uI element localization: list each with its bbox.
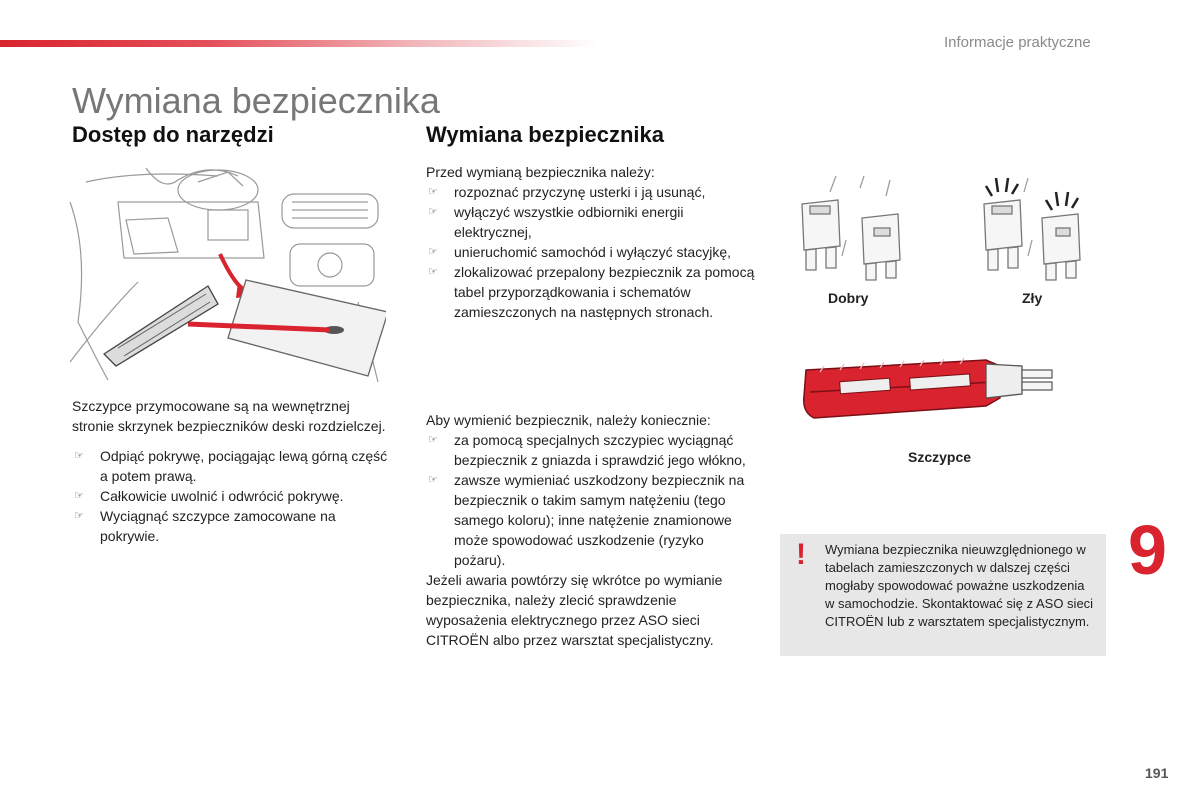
bad-fuse-illustration xyxy=(970,170,1090,282)
left-intro: Szczypce przymocowane są na wewnętrznej stronie skrzynek bezpieczników deski rozdzielczej. xyxy=(72,398,386,434)
middle-heading: Wymiana bezpiecznika xyxy=(426,122,665,147)
pointing-hand-icon: ☞ xyxy=(428,246,438,258)
list-item: ☞ zawsze wymieniać uszkodzony bezpiecznik na bezpiecznik o takim samym natężeniu (tego samego koloru); inne natężenie znamionowe może spowodować uszkodzenie (ryzyko pożaru). xyxy=(428,472,745,568)
warning-text: Wymiana bezpiecznika nieuwzględnionego w tabelach zamieszczonych w dalszej części mogłaby spowodować poważne uszkodzenia w samochodzie. Skontaktować się z ASO sieci CITROËN lub z warsztatem specjalistycznym. xyxy=(825,542,1094,629)
list-item: ☞ Wyciągnąć szczypce zamocowane na pokrywie. xyxy=(74,508,336,544)
page-number: 191 xyxy=(1145,765,1169,781)
pliers-label: Szczypce xyxy=(908,449,972,465)
pointing-hand-icon: ☞ xyxy=(74,490,84,502)
header-accent-bar xyxy=(0,40,600,47)
list-item: ☞ wyłączyć wszystkie odbiorniki energii elektrycznej, xyxy=(428,204,684,240)
exclamation-icon: ! xyxy=(796,538,806,571)
good-fuse-illustration xyxy=(790,170,910,282)
pointing-hand-icon: ☞ xyxy=(428,434,438,446)
list-item: ☞ rozpoznać przyczynę usterki i ją usunąć, xyxy=(428,184,706,200)
left-steps-list xyxy=(72,446,390,546)
list-item: ☞ unieruchomić samochód i wyłączyć stacyjkę, xyxy=(428,244,731,260)
must-intro: Aby wymienić bezpiecznik, należy koniecznie: xyxy=(426,412,711,428)
warning-callout xyxy=(780,534,1106,656)
fuse-pliers-illustration xyxy=(800,352,1060,432)
list-item: ☞ za pomocą specjalnych szczypiec wyciągnąć bezpiecznik z gniazda i sprawdzić jego włókno, xyxy=(428,432,746,468)
must-list xyxy=(426,430,756,570)
pointing-hand-icon: ☞ xyxy=(428,206,438,218)
pointing-hand-icon: ☞ xyxy=(74,450,84,462)
before-list xyxy=(426,182,756,322)
left-heading: Dostęp do narzędzi xyxy=(72,122,274,147)
page-title: Wymiana bezpiecznika xyxy=(72,80,440,121)
list-item: ☞ Całkowicie uwolnić i odwrócić pokrywę. xyxy=(74,488,344,504)
pointing-hand-icon: ☞ xyxy=(428,474,438,486)
chapter-number: 9 xyxy=(1128,511,1167,589)
pointing-hand-icon: ☞ xyxy=(428,266,438,278)
bad-fuse-label: Zły xyxy=(1022,290,1043,306)
good-fuse-label: Dobry xyxy=(828,290,869,306)
pointing-hand-icon: ☞ xyxy=(428,186,438,198)
fusebox-cover-illustration xyxy=(68,162,386,386)
before-intro: Przed wymianą bezpiecznika należy: xyxy=(426,164,655,180)
pointing-hand-icon: ☞ xyxy=(74,510,84,522)
list-item: ☞ zlokalizować przepalony bezpiecznik za pomocą tabel przyporządkowania i schematów zamieszczonych na następnych stronach. xyxy=(428,264,755,320)
section-name: Informacje praktyczne xyxy=(944,34,1091,51)
closing-paragraph: Jeżeli awaria powtórzy się wkrótce po wymianie bezpiecznika, należy zlecić sprawdzenie wyposażenia elektrycznego przez ASO sieci CITROËN albo przez warsztat specjalistyczny. xyxy=(426,572,723,648)
list-item: ☞ Odpiąć pokrywę, pociągając lewą górną część a potem prawą. xyxy=(74,448,388,484)
